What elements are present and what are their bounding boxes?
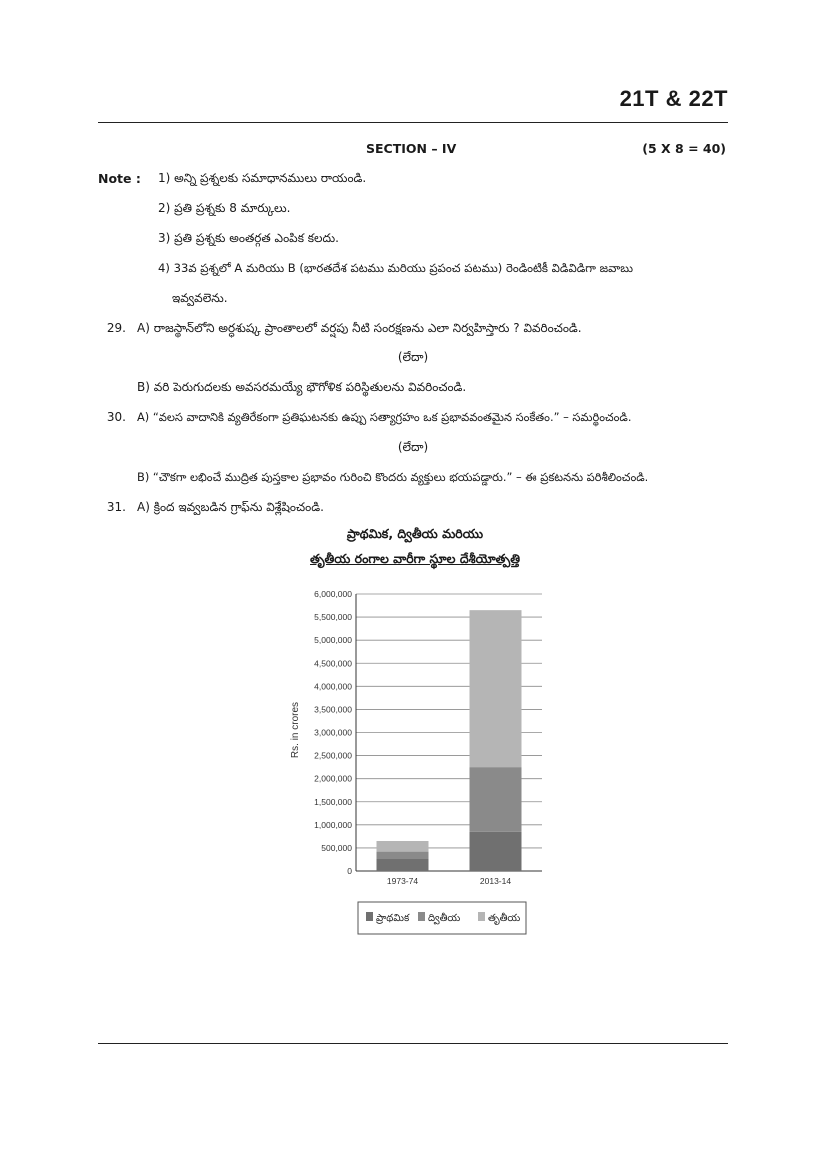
question-31-number: 31. — [106, 500, 126, 514]
question-30-or: (లేదా) — [397, 440, 429, 454]
y-tick-label: 1,000,000 — [314, 819, 352, 830]
question-30-number: 30. — [106, 410, 126, 424]
bar-segment — [470, 767, 522, 832]
y-tick-label: 3,500,000 — [314, 704, 352, 715]
y-tick-label: 4,500,000 — [314, 658, 352, 669]
question-30-b: B) “చౌకగా లభించే ముద్రిత పుస్తకాల ప్రభావం గురించి కొందరు వ్యక్తులు భయపడ్డారు.” – ఈ ప్రకటనను పరిశీలించండి. — [137, 470, 649, 484]
y-tick-label: 1,500,000 — [314, 796, 352, 807]
legend-label: ద్వితీయ — [428, 913, 461, 924]
section-marks: (5 X 8 = 40) — [642, 141, 726, 156]
chart-title-line-1: ప్రాథమిక, ద్వితీయ మరియు — [346, 526, 484, 541]
y-tick-label: 0 — [347, 866, 352, 876]
y-tick-label: 5,500,000 — [314, 612, 352, 623]
section-title: SECTION – IV — [366, 141, 457, 156]
gdp-stacked-bar-chart — [280, 580, 560, 945]
chart-title-line-2: తృతీయ రంగాల వారీగా స్థూల దేశీయోత్పత్తి — [310, 551, 520, 566]
note-item-3: 3) ప్రతి ప్రశ్నకు అంతర్గత ఎంపిక కలదు. — [158, 231, 339, 245]
note-label: Note : — [98, 171, 141, 186]
note-item-2: 2) ప్రతి ప్రశ్నకు 8 మార్కులు. — [158, 201, 291, 215]
bottom-rule — [98, 1043, 728, 1044]
y-tick-label: 2,500,000 — [314, 750, 352, 761]
y-tick-label: 6,000,000 — [314, 589, 352, 599]
question-29-a: A) రాజస్థాన్‌లోని అర్ధశుష్క ప్రాంతాలలో వర్షపు నీటి సంరక్షణను ఎలా నిర్వహిస్తారు ? వివరించండి. — [137, 321, 582, 335]
question-31-a: A) క్రింద ఇవ్వబడిన గ్రాఫ్‌ను విశ్లేషించండి. — [137, 500, 324, 514]
legend-label: తృతీయ — [488, 913, 521, 924]
legend-swatch — [418, 912, 425, 921]
note-item-1: 1) అన్ని ప్రశ్నలకు సమాధానములు రాయండి. — [158, 171, 367, 185]
legend-label: ప్రాథమిక — [376, 913, 410, 924]
y-tick-label: 2,000,000 — [314, 773, 352, 784]
y-tick-label: 3,000,000 — [314, 727, 352, 738]
y-tick-label: 5,000,000 — [314, 635, 352, 646]
y-tick-label: 500,000 — [321, 842, 352, 853]
bar-segment — [377, 841, 429, 852]
bar-segment — [377, 852, 429, 859]
note-item-4: 4) 33వ ప్రశ్నలో A మరియు B (భారతదేశ పటము మరియు ప్రపంచ పటము) రెండింటికీ విడివిడిగా జవాబు — [158, 261, 634, 275]
question-29-b: B) వరి పెరుగుదలకు అవసరమయ్యే భౌగోళిక పరిస్థితులను వివరించండి. — [137, 380, 467, 394]
note-item-4-cont: ఇవ్వవలెను. — [172, 291, 228, 305]
legend-swatch — [478, 912, 485, 921]
top-rule — [98, 122, 728, 123]
paper-code: 21T & 22T — [619, 86, 728, 111]
y-tick-label: 4,000,000 — [314, 681, 352, 692]
question-30-a: A) “వలస వాదానికి వ్యతిరేకంగా ప్రతిఘటనకు ఉప్పు సత్యాగ్రహం ఒక ప్రభావవంతమైన సంకేతం.” – సమర్థించండి. — [137, 410, 632, 424]
bar-segment — [470, 610, 522, 767]
bar-segment — [377, 859, 429, 871]
bar-segment — [470, 832, 522, 871]
y-axis-label: Rs. in crores — [290, 701, 301, 759]
legend-swatch — [366, 912, 373, 921]
x-tick-label: 1973-74 — [386, 876, 419, 886]
question-29-or: (లేదా) — [397, 350, 429, 364]
question-29-number: 29. — [106, 321, 126, 335]
x-tick-label: 2013-14 — [479, 876, 512, 886]
